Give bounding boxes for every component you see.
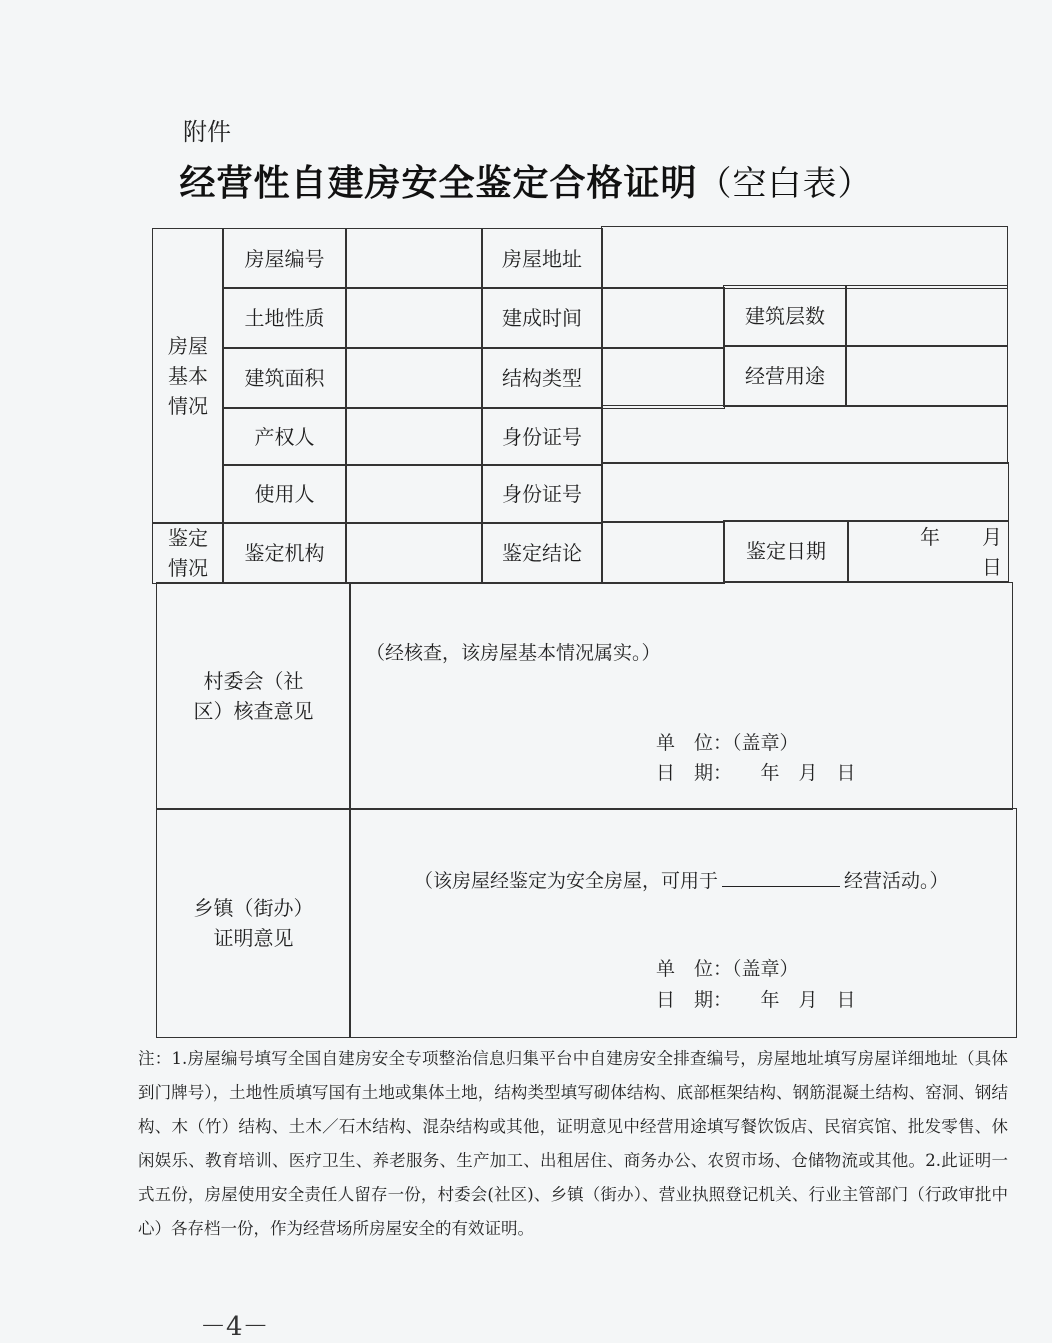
conclusion-label: 鉴定结论 [481,522,603,584]
user-field[interactable] [345,464,483,524]
floors-field[interactable] [845,285,1008,347]
owner-id-field[interactable] [601,405,1008,464]
owner-label: 产权人 [222,407,347,466]
page-title [0,155,1052,206]
appraisal-section-label: 鉴定 情况 [152,522,224,584]
village-statement: （经核查，该房屋基本情况属实。） [366,642,661,664]
house-no-field[interactable] [345,228,483,289]
town-unit: 单 位：（盖章） [656,958,799,980]
date-day: 日 [982,555,1002,579]
conclusion-field[interactable] [601,522,725,584]
appraisal-date-field[interactable] [847,520,1009,582]
business-use-field[interactable] [845,345,1008,407]
business-use-label: 经营用途 [723,345,847,407]
village-unit: 单 位：（盖章） [656,732,799,754]
agency-label: 鉴定机构 [222,522,347,584]
town-statement [414,866,949,893]
land-nature-field[interactable] [345,287,483,349]
date-label: 鉴定日期 [723,520,849,582]
structure-type-field[interactable] [601,347,725,409]
footnote: 注：1.房屋编号填写全国自建房安全专项整治信息归集平台中自建房安全排查编号，房屋地址填写房屋详细地址（具体到门牌号），土地性质填写国有土地或集体土地，结构类型填写砌体结构、底部框架结构、钢筋混凝土结构、窑洞、钢结构、木（竹）结构、土木／石木结构、混杂结构或其他，证明意见中经营用途填写餐饮饭店、民宿宾馆、批发零售、休闲娱乐、教育培训、医疗卫生、养老服务、生产加工、出租居住、商务办公、农贸市场、仓储物流或其他。2.此证明一式五份，房屋使用安全责任人留存一份，村委会(社区)、乡镇（街办）、营业执照登记机关、行业主管部门（行政审批中心）各存档一份，作为经营场所房屋安全的有效证明。 [138,1049,1008,1238]
page-number: －4－ [200,1312,269,1342]
business-activity-blank[interactable] [722,868,840,887]
build-time-field[interactable] [601,287,725,349]
date-year: 年 [920,525,940,549]
attachment-label: 附件 [183,118,231,146]
owner-field[interactable] [345,407,483,466]
date-month: 月 [982,525,1002,549]
structure-type-label: 结构类型 [481,347,603,409]
town-date: 日 期： 年 月 日 [656,989,856,1011]
house-no-label: 房屋编号 [222,228,347,289]
title-suffix: （空白表） [697,164,873,204]
user-id-label: 身份证号 [481,464,603,524]
agency-field[interactable] [345,522,483,584]
town-statement-before: （该房屋经鉴定为安全房屋，可用于 [414,870,719,892]
title-main: 经营性自建房安全鉴定合格证明 [179,162,698,204]
user-id-field[interactable] [601,462,1009,522]
house-address-label: 房屋地址 [481,228,603,289]
owner-id-label: 身份证号 [481,407,603,466]
floors-label: 建筑层数 [723,285,847,347]
basic-info-section-label: 房屋 基本 情况 [152,228,224,524]
area-label: 建筑面积 [222,347,347,409]
town-statement-after: 经营活动。） [844,870,949,892]
user-label: 使用人 [222,464,347,524]
build-time-label: 建成时间 [481,287,603,349]
village-opinion-label: 村委会（社 区）核查意见 [156,582,351,810]
village-date: 日 期： 年 月 日 [656,762,856,784]
house-address-field[interactable] [601,226,1008,289]
land-nature-label: 土地性质 [222,287,347,349]
town-opinion-label: 乡镇（街办） 证明意见 [156,808,351,1038]
area-field[interactable] [345,347,483,409]
